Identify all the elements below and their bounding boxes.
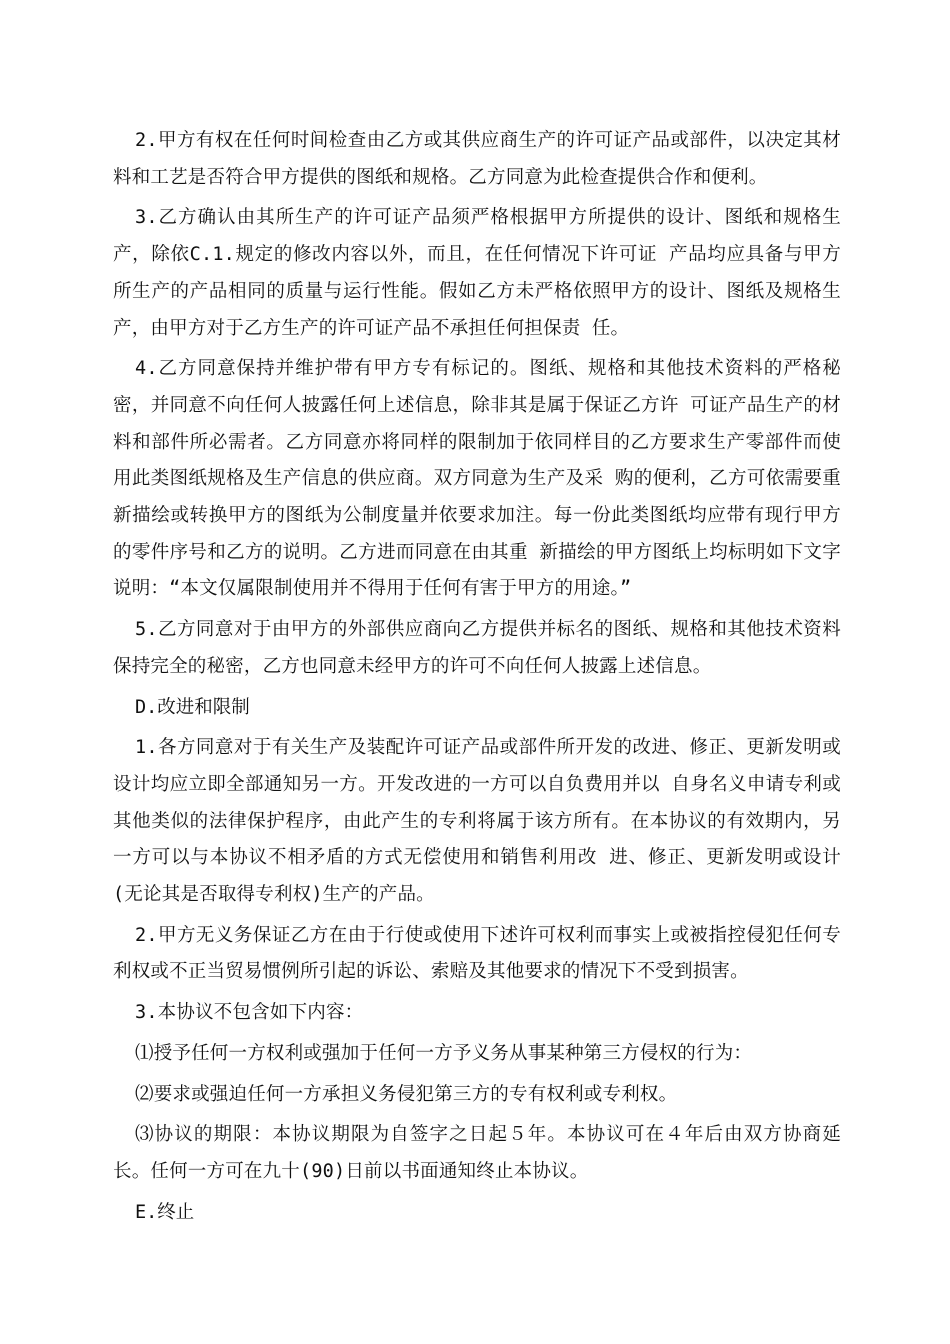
section-heading-e: E.终止 [135, 1201, 195, 1223]
paragraph-c3-specifications: 3.乙方确认由其所生产的许可证产品须严格根据甲方所提供的设计、图纸和规格生产，除依C.1.规定的修改内容以外，而且，在任何情况下许可证 产品均应具备与甲方所生产的产品相同的质量与运行性能。假如乙方未严格依照甲方的设计、图纸及规格生产，由甲方对于乙方生产的许可证产品不承担任何担保责 任。 [113, 207, 841, 339]
paragraph-d1-improvements: 1.各方同意对于有关生产及装配许可证产品或部件所开发的改进、修正、更新发明或设计均应立即全部通知另一方。开发改进的一方可以自负费用并以 自身名义申请专利或其他类似的法律保护程序，由此产生的专利将属于该方所有。在本协议的有效期内，另一方可以与本协议不相矛盾的方式无偿使用和销售利用改 进、修正、更新发明或设计(无论其是否取得专利权)生产的产品。 [113, 737, 841, 906]
paragraph-d3-exclusions: 3.本协议不包含如下内容： [135, 1002, 364, 1024]
paragraph-d3-item2: ⑵要求或强迫任何一方承担义务侵犯第三方的专有权利或专利权。 [135, 1083, 678, 1105]
paragraph-d3-item3-term: ⑶协议的期限：本协议期限为自签字之日起５年。本协议可在４年后由双方协商延长。任何一方可在九十(90)日前以书面通知终止本协议。 [113, 1124, 841, 1182]
paragraph-c2-inspection: 2.甲方有权在任何时间检查由乙方或其供应商生产的许可证产品或部件，以决定其材料和工艺是否符合甲方提供的图纸和规格。乙方同意为此检查提供合作和便利。 [113, 130, 841, 188]
paragraph-c4-confidentiality: 4.乙方同意保持并维护带有甲方专有标记的。图纸、规格和其他技术资料的严格秘密，并同意不向任何人披露任何上述信息，除非其是属于保证乙方许 可证产品生产的材料和部件所必需者。乙方同意亦将同样的限制加于依同样目的乙方要求生产零部件而使用此类图纸规格及生产信息的供应商。双方同意为生产及采 购的便利，乙方可依需要重新描绘或转换甲方的图纸为公制度量并依要求加注。每一份此类图纸均应带有现行甲方的零件序号和乙方的说明。乙方进而同意在由其重 新描绘的甲方图纸上均标明如下文字说明：“本文仅属限制使用并不得用于任何有害于甲方的用途。” [113, 358, 841, 600]
paragraph-d3-item1: ⑴授予任何一方权利或强加于任何一方予义务从事某种第三方侵权的行为： [135, 1042, 753, 1064]
section-heading-d: D.改进和限制 [135, 696, 250, 718]
document-page [113, 123, 841, 1235]
paragraph-d2-no-warranty: 2.甲方无义务保证乙方在由于行使或使用下述许可权利而事实上或被指控侵犯任何专利权或不正当贸易惯例所引起的诉讼、索赔及其他要求的情况下不受到损害。 [113, 924, 841, 983]
paragraph-c5-supplier-secrecy: 5.乙方同意对于由甲方的外部供应商向乙方提供并标名的图纸、规格和其他技术资料保持完全的秘密，乙方也同意未经甲方的许可不向任何人披露上述信息。 [113, 619, 841, 677]
